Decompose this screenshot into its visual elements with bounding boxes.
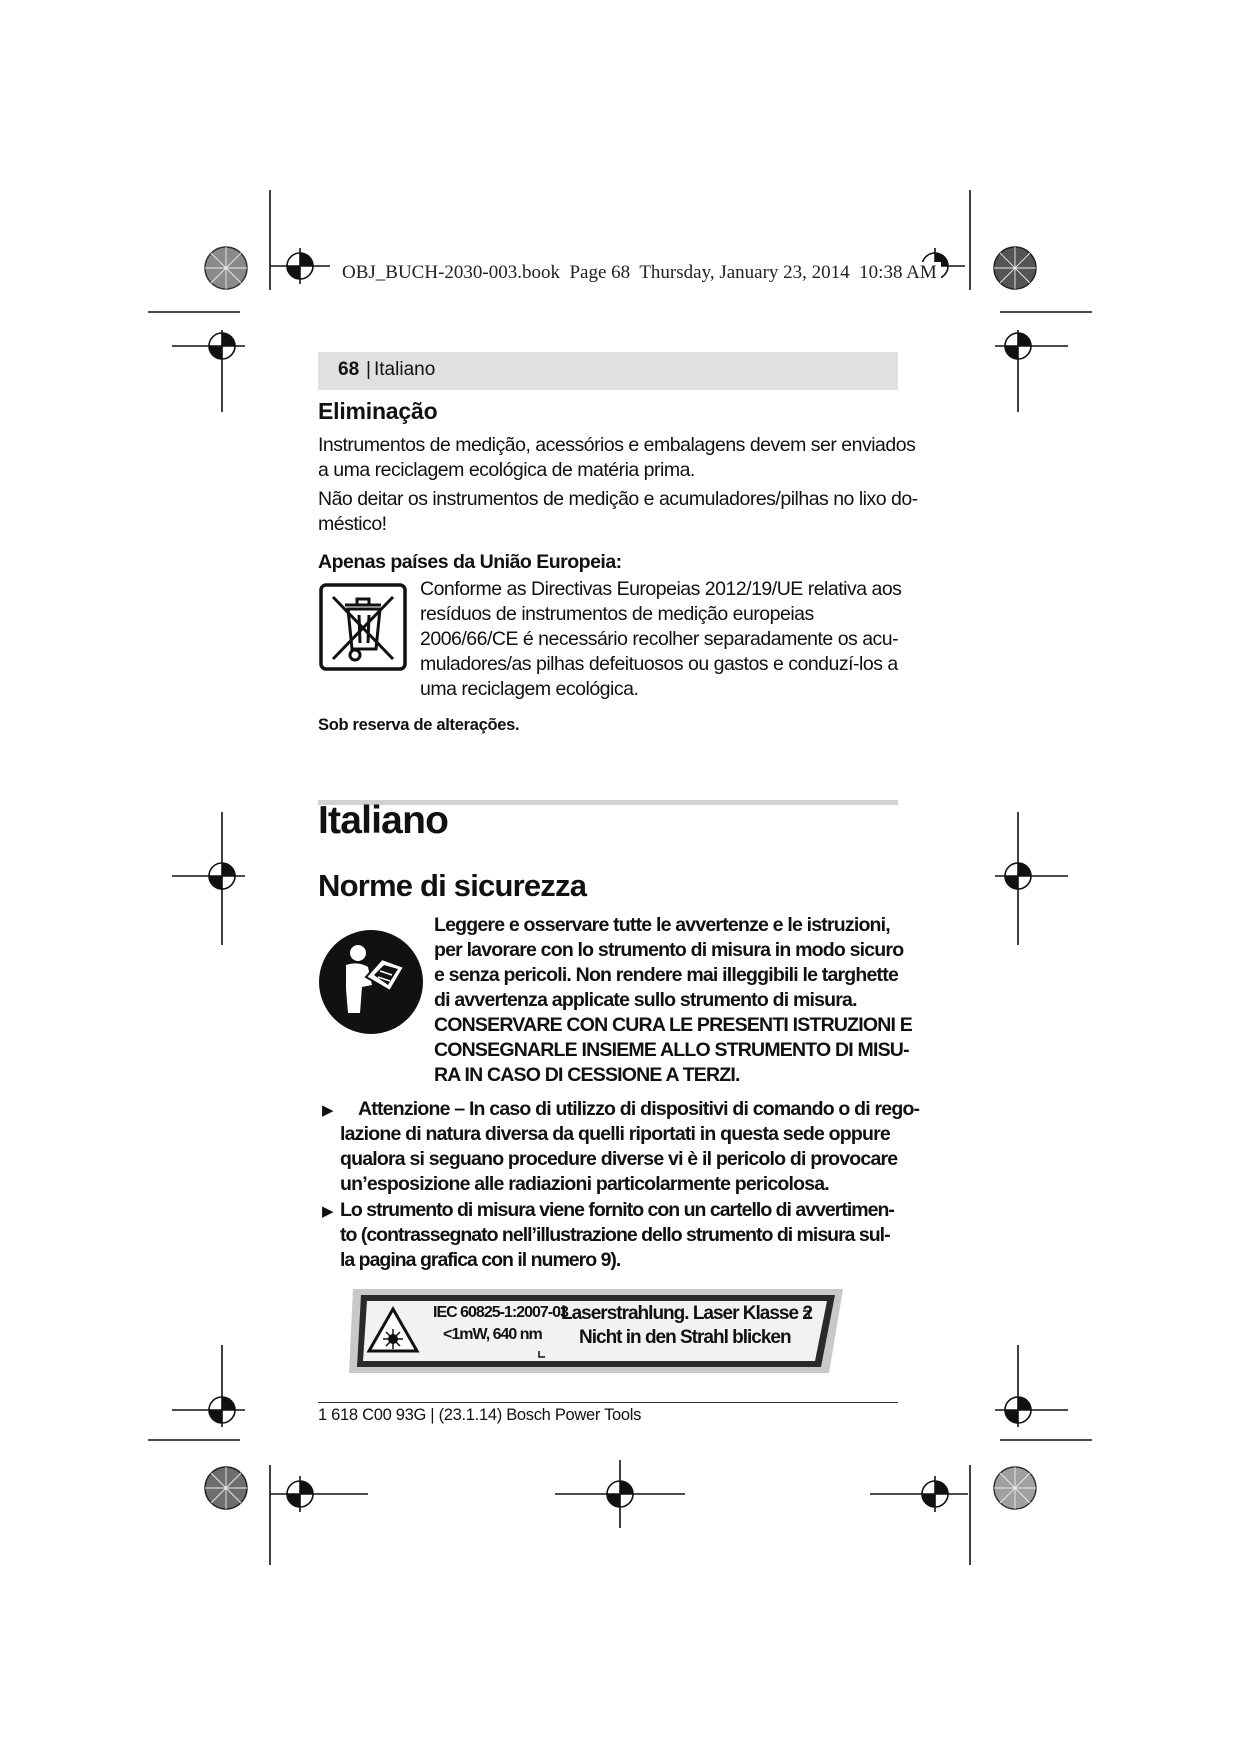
text-line: méstico!	[318, 513, 387, 535]
text-line: di avvertenza applicate sullo strumento di misura.	[434, 989, 857, 1011]
eliminacao-paragraph-2	[318, 487, 918, 537]
text-line: muladores/as pilhas defeituosos ou gastos e conduzí-los a	[420, 653, 898, 675]
book-file-header: OBJ_BUCH-2030-003.book Page 68 Thursday, January 23, 2014 10:38 AM	[338, 262, 941, 284]
eu-heading: Apenas países da União Europeia:	[318, 551, 622, 573]
bullet-arrow-icon: ▶	[322, 1203, 334, 1220]
laser-standard: IEC 60825-1:2007-03	[433, 1304, 568, 1321]
text-line: un’esposizione alle radiazioni particolarmente pericolosa.	[340, 1173, 829, 1195]
text-line: resíduos de instrumentos de medição europeias	[420, 603, 814, 625]
bullet-warning-label	[340, 1198, 894, 1273]
text-line: Lo strumento di misura viene fornito con un cartello di avvertimen-	[340, 1199, 894, 1221]
page-number: 68	[338, 359, 360, 380]
footer-rule	[318, 1402, 898, 1403]
text-line: CONSERVARE CON CURA LE PRESENTI ISTRUZIONI E	[434, 1014, 912, 1036]
page-header-section: Italiano	[374, 359, 436, 380]
safety-heading: Norme di sicurezza	[318, 868, 587, 903]
page-header-separator: |	[366, 359, 371, 380]
text-line: lazione di natura diversa da quelli riportati in questa sede oppure	[340, 1123, 890, 1145]
text-line: a uma reciclagem ecológica de matéria prima.	[318, 459, 695, 481]
laser-power: <1mW, 640 nm	[443, 1326, 542, 1343]
text-line: Não deitar os instrumentos de medição e acumuladores/pilhas no lixo do-	[318, 488, 918, 510]
laser-do-not-stare-text: Nicht in den Strahl blicken	[579, 1327, 791, 1348]
text-line: to (contrassegnato nell’illustrazione dello strumento di misura sul-	[340, 1224, 890, 1246]
text-line: qualora si seguano procedure diverse vi è il pericolo di provocare	[340, 1148, 898, 1170]
laser-class-text: Laserstrahlung. Laser Klasse 2	[561, 1303, 812, 1324]
text-line: Conforme as Directivas Europeias 2012/19/UE relativa aos	[420, 578, 902, 600]
text-line: RA IN CASO DI CESSIONE A TERZI.	[434, 1064, 740, 1086]
text-line: Instrumentos de medição, acessórios e embalagens devem ser enviados	[318, 434, 916, 456]
bullet-attenzione	[340, 1097, 919, 1197]
text-line: la pagina grafica con il numero 9).	[340, 1249, 621, 1271]
weee-crossed-bin-icon	[319, 583, 407, 671]
language-title: Italiano	[318, 799, 449, 842]
text-line: Leggere e osservare tutte le avvertenze e le istruzioni,	[434, 914, 890, 936]
page-footer: 1 618 C00 93G | (23.1.14) Bosch Power Tools	[318, 1406, 642, 1424]
text-line: Attenzione – In caso di utilizzo di dispositivi di comando o di rego-	[358, 1098, 920, 1120]
eliminacao-heading: Eliminação	[318, 398, 438, 424]
safety-warning-intro	[434, 913, 912, 1088]
read-manual-icon	[318, 929, 424, 1035]
laser-warning-label	[345, 1285, 847, 1377]
text-line: uma reciclagem ecológica.	[420, 678, 639, 700]
bullet-arrow-icon: ▶	[322, 1102, 334, 1119]
eliminacao-paragraph-1	[318, 433, 915, 483]
eu-directive-text	[420, 577, 901, 702]
text-line: per lavorare con lo strumento di misura in modo sicuro	[434, 939, 904, 961]
reserve-note: Sob reserva de alterações.	[318, 716, 520, 734]
text-line: 2006/66/CE é necessário recolher separadamente os acu-	[420, 628, 899, 650]
text-line: CONSEGNARLE INSIEME ALLO STRUMENTO DI MISU-	[434, 1039, 909, 1061]
text-line: e senza pericoli. Non rendere mai illeggibili le targhette	[434, 964, 898, 986]
